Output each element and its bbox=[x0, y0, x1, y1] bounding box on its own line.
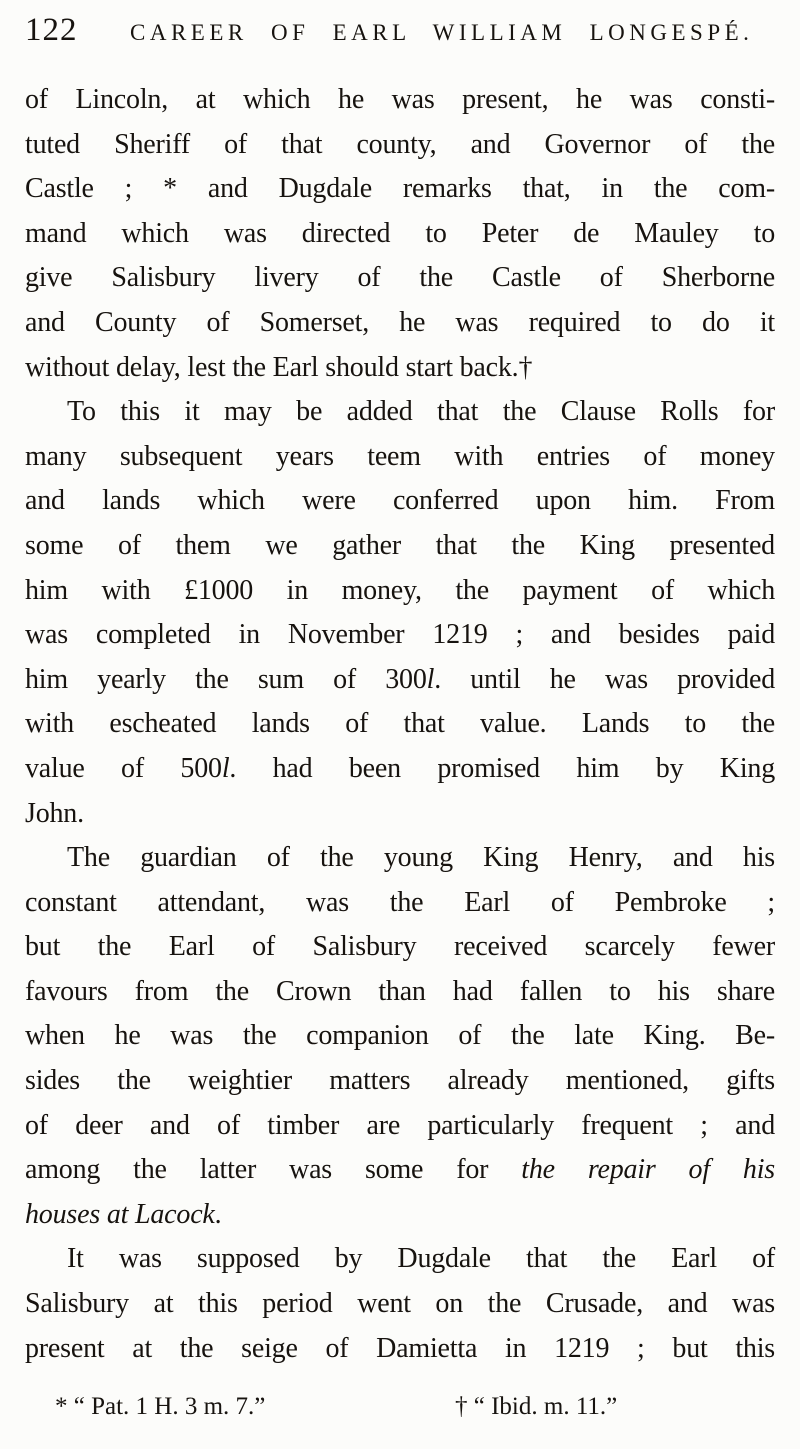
text-segment: . until he was provided bbox=[434, 663, 775, 695]
text-segment: him yearly the sum of 300 bbox=[25, 663, 427, 695]
text-line bbox=[25, 435, 775, 480]
text-line bbox=[25, 479, 775, 524]
text-segment: John. bbox=[25, 797, 84, 829]
text-line bbox=[25, 123, 775, 168]
text-line bbox=[25, 836, 775, 881]
text-line bbox=[25, 613, 775, 658]
text-segment: some of them we gather that the King presented bbox=[25, 529, 775, 561]
text-line bbox=[25, 1327, 775, 1372]
text-line bbox=[25, 1148, 775, 1193]
text-line bbox=[25, 1282, 775, 1327]
text-segment: was completed in November 1219 ; and besides paid bbox=[25, 619, 775, 651]
text-line bbox=[25, 970, 775, 1015]
text-segment: . had been promised him by King bbox=[229, 752, 775, 784]
text-segment: when he was the companion of the late King. Be- bbox=[25, 1020, 775, 1052]
text-segment: sides the weightier matters already mentioned, gifts bbox=[25, 1065, 775, 1097]
text-segment: among the latter was some for bbox=[25, 1154, 522, 1186]
text-segment: tuted Sheriff of that county, and Governor of the bbox=[25, 128, 775, 160]
text-line bbox=[25, 301, 775, 346]
italic-text-segment: l bbox=[426, 663, 435, 695]
text-segment: mand which was directed to Peter de Mauley to bbox=[25, 217, 775, 249]
page-header bbox=[25, 12, 775, 54]
text-line bbox=[25, 702, 775, 747]
paragraph bbox=[25, 836, 775, 1237]
text-line bbox=[25, 78, 775, 123]
italic-text-segment: l bbox=[221, 752, 230, 784]
text-line bbox=[25, 569, 775, 614]
text-line bbox=[25, 390, 775, 435]
text-line bbox=[25, 925, 775, 970]
text-line bbox=[25, 346, 775, 391]
text-segment: of deer and of timber are particularly frequent ; and bbox=[25, 1109, 775, 1141]
paragraph bbox=[25, 78, 775, 390]
italic-text-segment: houses at Lacock bbox=[25, 1198, 215, 1230]
text-segment: It was supposed by Dugdale that the Earl of bbox=[67, 1243, 775, 1275]
text-line bbox=[25, 212, 775, 257]
text-segment: Castle ; * and Dugdale remarks that, in the com- bbox=[25, 173, 775, 205]
text-segment: of Lincoln, at which he was present, he was consti- bbox=[25, 84, 775, 115]
page-number: 122 bbox=[25, 12, 78, 48]
text-line bbox=[25, 167, 775, 212]
text-segment: but the Earl of Salisbury received scarcely fewer bbox=[25, 931, 775, 963]
text-segment: favours from the Crown than had fallen to his share bbox=[25, 975, 775, 1007]
text-line bbox=[25, 1104, 775, 1149]
footnote-2: † “ Ibid. m. 11.” bbox=[455, 1393, 618, 1421]
text-line bbox=[25, 1193, 775, 1238]
text-segment: with escheated lands of that value. Lands to the bbox=[25, 708, 775, 740]
paragraph bbox=[25, 1237, 775, 1371]
text-line bbox=[25, 881, 775, 926]
text-line bbox=[25, 792, 775, 837]
text-segment: The guardian of the young King Henry, and his bbox=[67, 842, 775, 874]
text-line bbox=[25, 1059, 775, 1104]
page-body bbox=[25, 78, 775, 1371]
text-line bbox=[25, 747, 775, 792]
text-segment: many subsequent years teem with entries of money bbox=[25, 440, 775, 472]
text-segment: value of 500 bbox=[25, 752, 222, 784]
text-segment: give Salisbury livery of the Castle of Sherborne bbox=[25, 262, 775, 294]
italic-text-segment: the repair of his bbox=[521, 1154, 775, 1186]
text-line bbox=[25, 1237, 775, 1282]
text-segment: present at the seige of Damietta in 1219 ; but this bbox=[25, 1332, 775, 1364]
text-segment: constant attendant, was the Earl of Pembroke ; bbox=[25, 886, 775, 918]
text-segment: and County of Somerset, he was required to do it bbox=[25, 306, 775, 338]
text-line bbox=[25, 1014, 775, 1059]
running-title: CAREER OF EARL WILLIAM LONGESPÉ. bbox=[130, 20, 754, 45]
footnote-1: * “ Pat. 1 H. 3 m. 7.” bbox=[55, 1393, 266, 1421]
text-segment: Salisbury at this period went on the Crusade, and was bbox=[25, 1288, 775, 1320]
text-segment: To this it may be added that the Clause Rolls for bbox=[67, 396, 775, 428]
text-line bbox=[25, 256, 775, 301]
text-segment: without delay, lest the Earl should start back.† bbox=[25, 351, 533, 383]
footnotes bbox=[25, 1393, 775, 1433]
text-line bbox=[25, 524, 775, 569]
text-segment: and lands which were conferred upon him. From bbox=[25, 485, 775, 517]
text-segment: . bbox=[214, 1198, 222, 1230]
text-line bbox=[25, 658, 775, 703]
paragraph bbox=[25, 390, 775, 836]
text-segment: him with £1000 in money, the payment of which bbox=[25, 574, 775, 606]
